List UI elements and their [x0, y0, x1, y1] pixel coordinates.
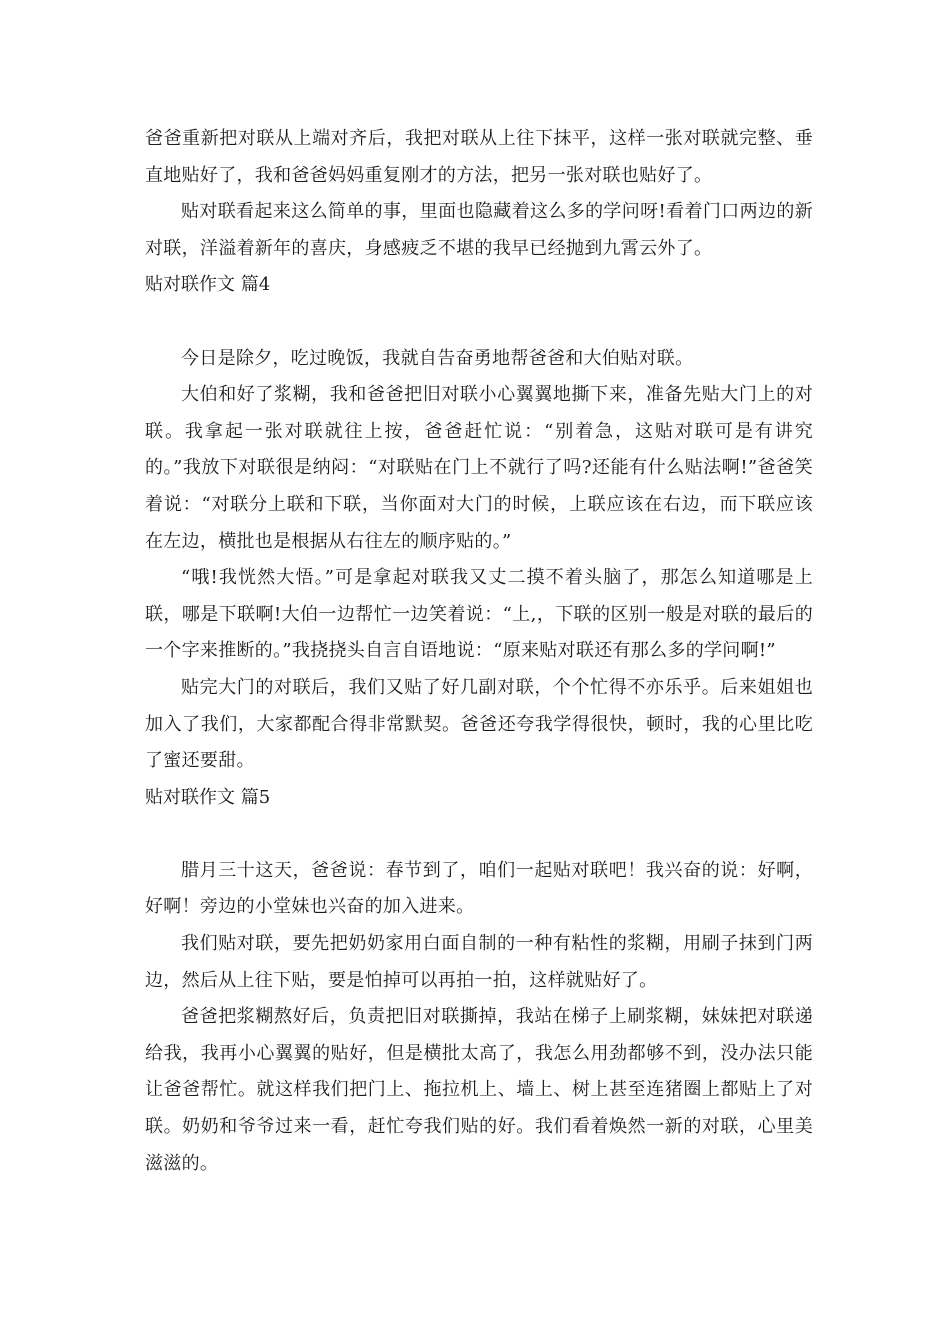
- section-heading: 贴对联作文 篇5: [145, 786, 271, 808]
- paragraph: 腊月三十这天，爸爸说：春节到了，咱们一起贴对联吧！我兴奋的说：好啊，好啊！旁边的小堂妹也兴奋的加入进来。: [145, 859, 813, 918]
- paragraph: 贴完大门的对联后，我们又贴了好几副对联，个个忙得不亦乐乎。后来姐姐也加入了我们，大家都配合得非常默契。爸爸还夸我学得很快，顿时，我的心里比吃了蜜还要甜。: [145, 676, 813, 772]
- paragraph: 爸爸重新把对联从上端对齐后，我把对联从上往下抹平，这样一张对联就完整、垂直地贴好了，我和爸爸妈妈重复刚才的方法，把另一张对联也贴好了。: [145, 128, 813, 186]
- paragraph: 大伯和好了浆糊，我和爸爸把旧对联小心翼翼地撕下来，准备先贴大门上的对联。我拿起一张对联就往上按，爸爸赶忙说：“别着急，这贴对联可是有讲究的。”我放下对联很是纳闷：“对联贴在门上不就行了吗?还能有什么贴法啊!”爸爸笑着说：“对联分上联和下联，当你面对大门的时候，上联应该在右边，而下联应该在左边，横批也是根据从右往左的顺序贴的。”: [145, 384, 813, 552]
- blank-line: [145, 304, 813, 341]
- document-body: [145, 121, 813, 1182]
- paragraph: 爸爸把浆糊熬好后，负责把旧对联撕掉，我站在梯子上刷浆糊，妹妹把对联递给我，我再小心翼翼的贴好，但是横批太高了，我怎么用劲都够不到，没办法只能让爸爸帮忙。就这样我们把门上、拖拉机上、墙上、树上甚至连猪圈上都贴上了对联。奶奶和爷爷过来一看，赶忙夸我们贴的好。我们看着焕然一新的对联，心里美滋滋的。: [145, 1006, 813, 1174]
- paragraph: 贴对联看起来这么简单的事，里面也隐藏着这么多的学问呀!看着门口两边的新对联，洋溢着新年的喜庆，身感疲乏不堪的我早已经抛到九霄云外了。: [145, 201, 813, 259]
- blank-line: [145, 816, 813, 853]
- paragraph: “哦!我恍然大悟。”可是拿起对联我又丈二摸不着头脑了，那怎么知道哪是上联，哪是下联啊!大伯一边帮忙一边笑着说：“上,，下联的区别一般是对联的最后的一个字来推断的。”我挠挠头自言自语地说：“原来贴对联还有那么多的学问啊!”: [145, 567, 813, 662]
- paragraph: 今日是除夕，吃过晚饭，我就自告奋勇地帮爸爸和大伯贴对联。: [181, 347, 694, 369]
- section-heading: 贴对联作文 篇4: [145, 274, 271, 296]
- paragraph: 我们贴对联，要先把奶奶家用白面自制的一种有粘性的浆糊，用刷子抹到门两边，然后从上往下贴，要是怕掉可以再拍一拍，这样就贴好了。: [145, 933, 813, 991]
